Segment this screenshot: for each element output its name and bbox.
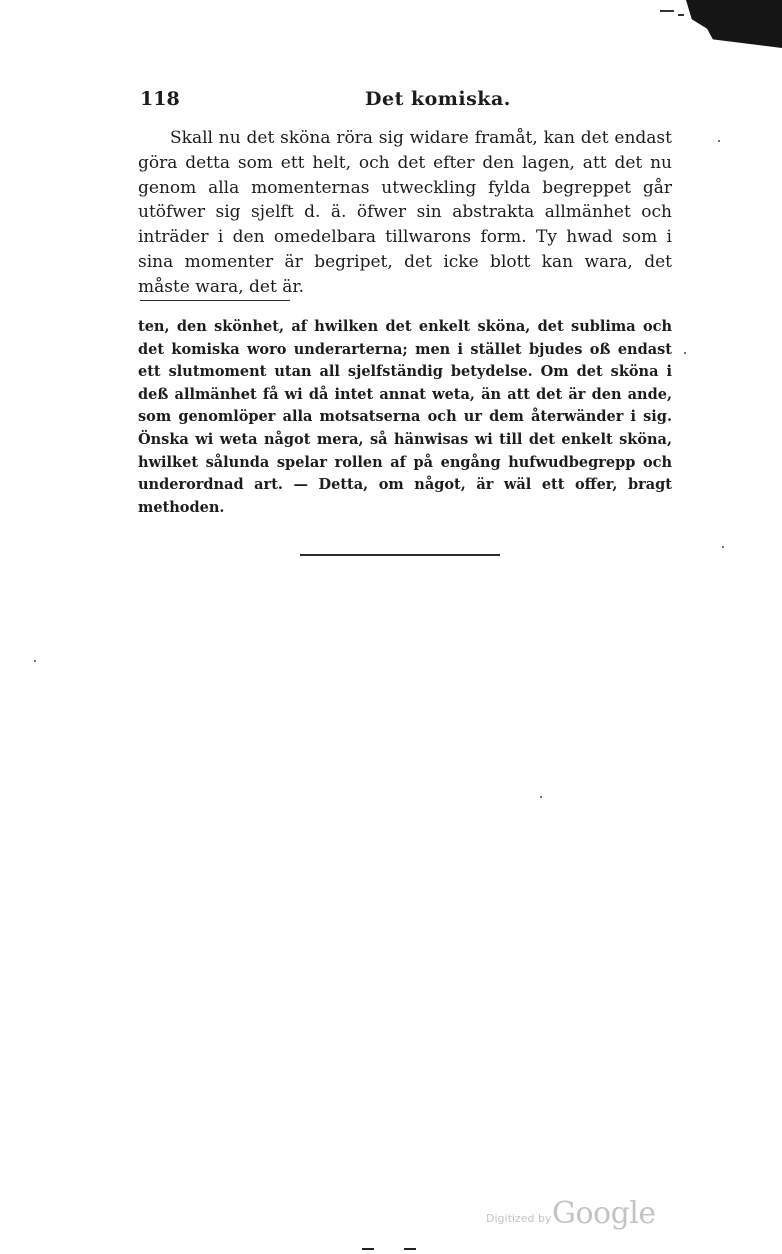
- scan-speck: [540, 796, 542, 798]
- page-header: [140, 88, 672, 114]
- body-paragraph: Skall nu det sköna röra sig widare framåt, kan det endast göra detta som ett helt, och det efter den lagen, att det nu genom alla momenternas utweckling fylda begreppet går utöfwer sig sjelft d. ä. öfwer sin abstrakta allmänhet och inträder i den omedelbara tillwarons form. Ty hwad som i sina momenter är begripet, det icke blott kan wara, det måste wara, det är.: [138, 128, 672, 297]
- scan-edge-dash: [678, 14, 684, 16]
- google-logo: Google: [552, 1196, 656, 1231]
- scan-speck: [718, 140, 720, 142]
- scan-corner-mark: [686, 0, 782, 48]
- scan-speck: [722, 546, 724, 548]
- scan-bottom-dash: [404, 1248, 416, 1250]
- scan-bottom-dash: [362, 1248, 374, 1250]
- page-number: 118: [140, 88, 180, 110]
- digitized-watermark: [486, 1196, 666, 1236]
- footnote-separator: [140, 300, 290, 301]
- running-head: Det komiska.: [365, 88, 511, 110]
- watermark-digitized-label: Digitized by: [486, 1212, 552, 1225]
- section-end-rule: [300, 554, 500, 556]
- scan-edge-dash: [660, 10, 674, 12]
- footnote-paragraph: ten, den skönhet, af hwilken det enkelt sköna, det sublima och det komiska woro underarterna; men i stället bjudes oß endast ett slutmoment utan all sjelfständig betydelse. Om det sköna i deß allmänhet få wi då intet annat weta, än att det är den ande, som genomlöper alla motsatserna och ur dem återwänder i sig. Önska wi weta något mera, så hänwisas wi till det enkelt sköna, hwilket sålunda spelar rollen af på engång hufwudbegrepp och underordnad art. — Detta, om något, är wäl ett offer, bragt methoden.: [138, 318, 672, 516]
- scan-speck: [684, 352, 686, 354]
- scan-speck: [34, 660, 36, 662]
